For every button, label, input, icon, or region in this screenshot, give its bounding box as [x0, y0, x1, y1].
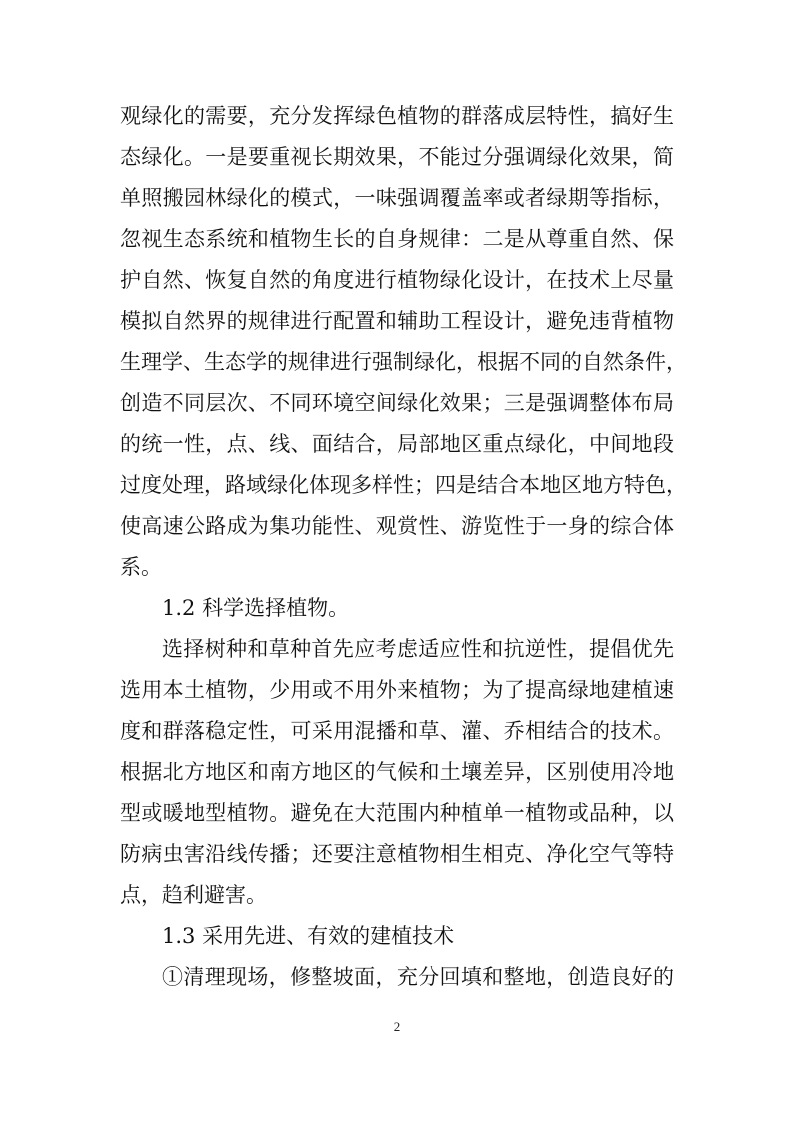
body-text-line: 观绿化的需要，充分发挥绿色植物的群落成层特性，搞好生 [120, 104, 674, 128]
section-heading: 1.3 采用先进、有效的建植技术 [162, 924, 455, 948]
body-text-line: 过度处理，路域绿化体现多样性；四是结合本地区地方特色， [120, 473, 687, 497]
body-text-line: 防病虫害沿线传播；还要注意植物相生相克、净化空气等特 [120, 842, 674, 866]
body-text-line: 单照搬园林绿化的模式，一味强调覆盖率或者绿期等指标， [120, 186, 674, 210]
body-text-line: 的统一性，点、线、面结合，局部地区重点绿化，中间地段 [120, 432, 674, 456]
body-text-line: 态绿化。一是要重视长期效果，不能过分强调绿化效果，简 [120, 145, 674, 169]
page-number: 2 [393, 1019, 401, 1034]
body-text-line: 点，趋利避害。 [120, 883, 267, 907]
body-text-line: 选用本土植物，少用或不用外来植物；为了提高绿地建植速 [120, 678, 674, 702]
body-text-line: 型或暖地型植物。避免在大范围内种植单一植物或品种，以 [120, 801, 674, 825]
body-text-line: 护自然、恢复自然的角度进行植物绿化设计，在技术上尽量 [120, 268, 674, 292]
body-text-line: 模拟自然界的规律进行配置和辅助工程设计，避免违背植物 [120, 309, 674, 333]
body-text-line: ①清理现场，修整坡面，充分回填和整地，创造良好的 [162, 965, 674, 989]
body-text-line: 根据北方地区和南方地区的气候和土壤差异，区别使用冷地 [120, 760, 674, 784]
body-text-line: 度和群落稳定性，可采用混播和草、灌、乔相结合的技术。 [120, 719, 674, 743]
body-text-line: 生理学、生态学的规律进行强制绿化，根据不同的自然条件， [120, 350, 687, 374]
section-heading: 1.2 科学选择植物。 [162, 596, 350, 620]
body-text-line: 创造不同层次、不同环境空间绿化效果；三是强调整体布局 [120, 391, 674, 415]
body-text-line: 忽视生态系统和植物生长的自身规律：二是从尊重自然、保 [120, 227, 674, 251]
body-text-line: 系。 [120, 555, 162, 579]
body-text-line: 选择树种和草种首先应考虑适应性和抗逆性，提倡优先 [162, 637, 674, 661]
body-text-line: 使高速公路成为集功能性、观赏性、游览性于一身的综合体 [120, 514, 674, 538]
